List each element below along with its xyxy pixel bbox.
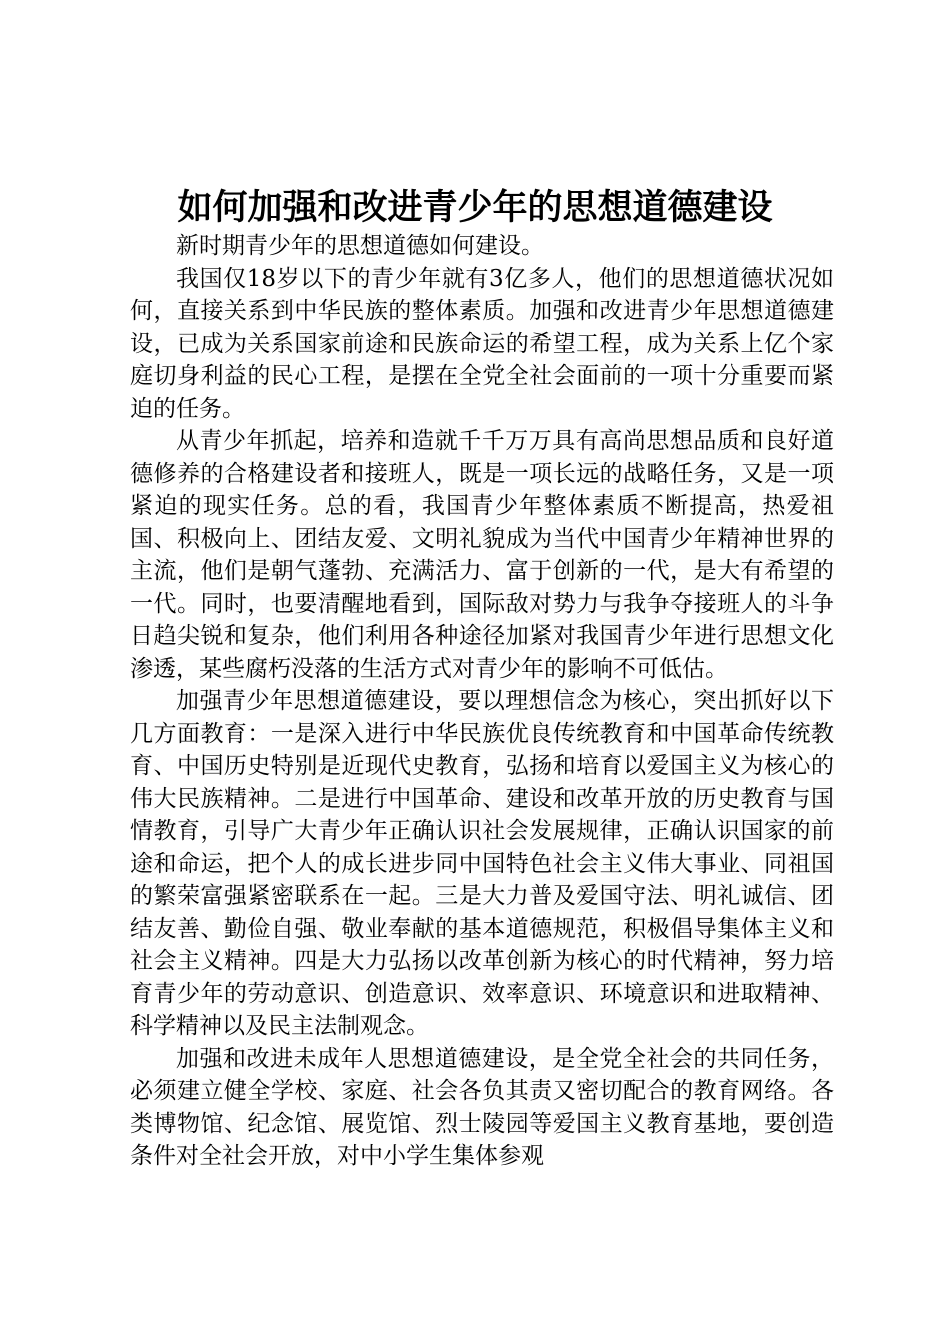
paragraph-3: 从青少年抓起，培养和造就千千万万具有高尚思想品质和良好道德修养的合格建设者和接班人，既是一项长远的战略任务，又是一项紧迫的现实任务。总的看，我国青少年整体素质不断提高，热爱祖国、积极向上、团结友爱、文明礼貌成为当代中国青少年精神世界的主流，他们是朝气蓬勃、充满活力、富于创新的一代，是大有希望的一代。同时，也要清醒地看到，国际敌对势力与我争夺接班人的斗争日趋尖锐和复杂，他们利用各种途径加紧对我国青少年进行思想文化渗透，某些腐朽没落的生活方式对青少年的影响不可低估。 [130, 428, 834, 682]
document-title: 如何加强和改进青少年的思想道德建设 [177, 187, 773, 228]
document-body [130, 230, 834, 1173]
paragraph-5: 加强和改进未成年人思想道德建设，是全党全社会的共同任务，必须建立健全学校、家庭、社会各负其责又密切配合的教育网络。各类博物馆、纪念馆、展览馆、烈士陵园等爱国主义教育基地，要创造条件对全社会开放，对中小学生集体参观 [130, 1045, 834, 1169]
paragraph-2: 我国仅18岁以下的青少年就有3亿多人，他们的思想道德状况如何，直接关系到中华民族的整体素质。加强和改进青少年思想道德建设，已成为关系国家前途和民族命运的希望工程，成为关系上亿个家庭切身利益的民心工程，是摆在全党全社会面前的一项十分重要而紧迫的任务。 [130, 265, 834, 422]
paragraph-4: 加强青少年思想道德建设，要以理想信念为核心，突出抓好以下几方面教育：一是深入进行中华民族优良传统教育和中国革命传统教育、中国历史特别是近现代史教育，弘扬和培育以爱国主义为核心的伟大民族精神。二是进行中国革命、建设和改革开放的历史教育与国情教育，引导广大青少年正确认识社会发展规律，正确认识国家的前途和命运，把个人的成长进步同中国特色社会主义伟大事业、同祖国的繁荣富强紧密联系在一起。三是大力普及爱国守法、明礼诚信、团结友善、勤俭自强、敬业奉献的基本道德规范，积极倡导集体主义和社会主义精神。四是大力弘扬以改革创新为核心的时代精神，努力培育青少年的劳动意识、创造意识、效率意识、环境意识和进取精神、科学精神以及民主法制观念。 [130, 688, 834, 1039]
paragraph-1: 新时期青少年的思想道德如何建设。 [176, 233, 544, 259]
